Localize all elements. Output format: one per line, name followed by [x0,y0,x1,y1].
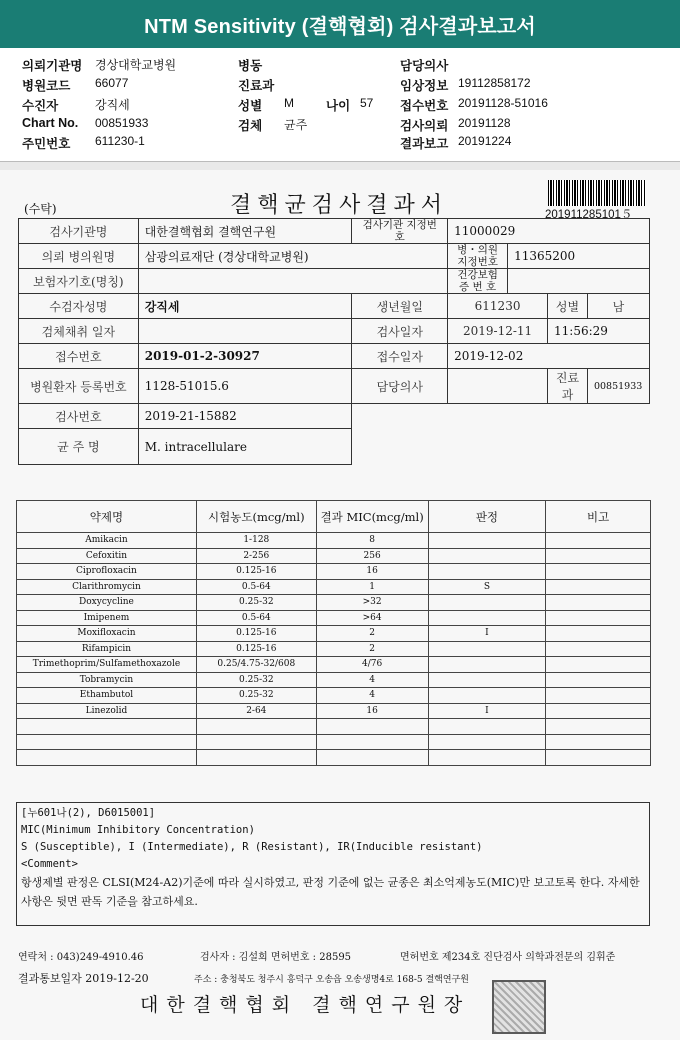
collect-label: 검체채취 일자 [19,319,139,344]
drug-row [17,734,651,750]
insured-value [138,269,447,294]
receipt-no-label: 접수번호 [400,99,449,113]
drug-mic-cell: 16 [316,564,428,580]
ward-label: 병동 [238,59,263,73]
reg-label: 병원환자 등록번호 [19,369,139,404]
hospital-name-value: 경상대학교병원 [95,58,177,72]
drug-note-cell [546,579,651,595]
receipt-date-value: 2019-12-02 [448,344,650,369]
drug-mic-cell: >32 [316,595,428,611]
test-date-value: 2019-12-11 [448,319,548,344]
test-date-label: 검사일자 [352,319,448,344]
doctor-doc-label: 담당의사 [352,369,448,404]
drug-judge-cell [428,595,546,611]
drug-note-cell [546,657,651,673]
birth-value: 611230 [448,294,548,319]
drug-note-cell [546,610,651,626]
remark-comment: 항생제별 판정은 CLSI(M24-A2)기준에 따라 실시하였고, 판정 기준에 없는 균종은 최소억제농도(MIC)만 보고토록 한다. 자세한 사항은 뒷면 판독 기준을 참고하세요. [21,876,640,908]
drug-drug-cell: Imipenem [17,610,197,626]
receipt-doc-label: 접수번호 [19,344,139,369]
drug-conc-cell: 0.25/4.75-32/608 [196,657,316,673]
drug-judge-cell: I [428,626,546,642]
chart-no-value: 00851933 [95,116,149,130]
drug-note-cell [546,564,651,580]
drug-conc-cell: 2-256 [196,548,316,564]
drug-conc-cell: 0.125-16 [196,626,316,642]
drug-conc-cell: 0.125-16 [196,641,316,657]
drug-note-cell [546,626,651,642]
drug-note-cell [546,750,651,766]
drug-conc-cell [196,734,316,750]
drug-row [17,564,651,580]
drug-conc-cell: 1-128 [196,533,316,549]
drug-drug-cell: Doxycycline [17,595,197,611]
mic-header: 결과 MIC(mcg/ml) [316,501,428,533]
footer-contact: 연락처 : 043)249-4910.46 [18,952,144,963]
patient-doc-label: 수검자성명 [19,294,139,319]
scanned-report [0,170,680,1040]
doctor-doc-value [448,369,548,404]
drug-mic-cell: 4/76 [316,657,428,673]
page-title: NTM Sensitivity (결핵협회) 검사결과보고서 [144,15,536,38]
age-value: 57 [360,96,374,110]
hospital-code-label: 병・의원 지정번호 [448,244,508,269]
drug-judge-cell [428,719,546,735]
request-date-label: 검사의뢰 [400,119,449,133]
drug-conc-cell: 0.25-32 [196,672,316,688]
dept-doc-value: 00851933 [587,369,649,404]
conc-header: 시험농도(mcg/ml) [196,501,316,533]
doc-title: 결핵균검사결과서 [230,193,449,218]
patient-info-grid [0,52,680,152]
chart-no-label: Chart No. [22,116,79,130]
drug-judge-cell [428,657,546,673]
drug-note-cell [546,688,651,704]
drug-row [17,657,651,673]
test-no-label: 검사번호 [19,404,139,429]
drug-judge-cell: S [428,579,546,595]
drug-note-cell [546,548,651,564]
drug-judge-cell: I [428,703,546,719]
barcode-icon [548,180,646,206]
remarks-box [16,802,650,926]
hospital-code-label: 병원코드 [22,79,71,93]
drug-drug-cell: Ethambutol [17,688,197,704]
drug-drug-cell: Clarithromycin [17,579,197,595]
blank-cell-2 [352,429,650,465]
footer-examiner: 검사자 : 김설희 면허번호 : 28595 [200,952,352,963]
footer-license: 면허번호 제234호 진단검사 의학과전문의 김휘준 [400,952,616,963]
dept-label: 진료과 [238,79,275,93]
drug-judge-cell [428,734,546,750]
drug-conc-cell: 0.5-64 [196,610,316,626]
drug-judge-cell [428,750,546,766]
drug-note-cell [546,672,651,688]
drug-mic-cell [316,750,428,766]
drug-conc-cell: 0.25-32 [196,688,316,704]
drug-row [17,750,651,766]
drug-conc-cell [196,719,316,735]
receipt-doc-value: 2019-01-2-30927 [138,344,352,369]
drug-conc-cell: 0.5-64 [196,579,316,595]
remark-comment-heading: <Comment> [21,858,78,870]
species-value: M. intracellulare [138,429,352,465]
drug-judge-cell [428,610,546,626]
specimen-value: 균주 [284,118,308,132]
drug-note-cell [546,719,651,735]
drug-drug-cell: Cefoxitin [17,548,197,564]
drug-note-cell [546,641,651,657]
sex-label: 성별 [238,99,263,113]
hospital-value: 삼광의료재단 (경상대학교병원) [138,244,447,269]
resident-no-label: 주민번호 [22,137,71,151]
drug-drug-cell [17,750,197,766]
official-seal-icon [492,980,546,1034]
receipt-date-label: 접수일자 [352,344,448,369]
sex-value: M [284,96,294,110]
remark-mic: MIC(Minimum Inhibitory Concentration) [21,824,255,836]
blank-cell [352,404,650,429]
patient-doc-value: 강직세 [138,294,352,319]
drug-row [17,719,651,735]
patient-label: 수진자 [22,99,59,113]
drug-mic-cell: 256 [316,548,428,564]
drug-conc-cell [196,750,316,766]
drug-row [17,703,651,719]
note-header: 비고 [546,501,651,533]
receipt-no-value: 20191128-51016 [458,96,548,110]
drug-note-cell [546,703,651,719]
birth-label: 생년월일 [352,294,448,319]
footer-address: 주소 : 충청북도 청주시 흥덕구 오송읍 오송생명4로 168-5 결핵연구원 [194,975,469,985]
drug-drug-cell: Linezolid [17,703,197,719]
drug-mic-cell [316,719,428,735]
report-info-table [18,218,650,465]
resident-no-value: 611230-1 [95,134,145,148]
drug-drug-cell [17,734,197,750]
hospital-code-value: 66077 [95,76,129,90]
drug-mic-cell: 4 [316,672,428,688]
drug-judge-cell [428,548,546,564]
drug-drug-cell: Trimethoprim/Sulfamethoxazole [17,657,197,673]
drug-row [17,626,651,642]
report-date-label: 결과보고 [400,137,449,151]
doctor-label: 담당의사 [400,59,449,73]
drug-row [17,579,651,595]
remark-code: [누601나(2), D6015001] [21,807,156,819]
dept-doc-label: 진료과 [548,369,588,404]
drug-judge-cell [428,688,546,704]
drug-drug-cell: Tobramycin [17,672,197,688]
lab-label: 검사기관명 [19,219,139,244]
drug-mic-cell: 16 [316,703,428,719]
drug-rows [17,533,651,766]
clinical-info-label: 임상정보 [400,79,449,93]
drug-judge-cell [428,641,546,657]
drug-conc-cell: 0.25-32 [196,595,316,611]
lab-value: 대한결핵협회 결핵연구원 [138,219,352,244]
barcode-number: 201911285101５ [545,209,633,221]
drug-drug-cell: Amikacin [17,533,197,549]
drug-table [16,500,651,766]
drug-mic-cell: 2 [316,626,428,642]
drug-mic-cell: >64 [316,610,428,626]
drug-judge-cell [428,672,546,688]
drug-mic-cell: 2 [316,641,428,657]
drug-row [17,533,651,549]
request-date-value: 20191128 [458,116,511,130]
drug-conc-cell: 2-64 [196,703,316,719]
sex-doc-label: 성별 [548,294,588,319]
drug-mic-cell [316,734,428,750]
drug-mic-cell: 1 [316,579,428,595]
drug-note-cell [546,595,651,611]
test-no-value: 2019-21-15882 [138,404,352,429]
title-bar [0,0,680,48]
drug-row [17,688,651,704]
test-time-value: 11:56:29 [548,319,650,344]
drug-header: 약제명 [17,501,197,533]
drug-judge-cell [428,564,546,580]
sex-doc-value: 남 [587,294,649,319]
drug-row [17,595,651,611]
doc-sub-label: (수탁) [24,202,57,216]
drug-conc-cell: 0.125-16 [196,564,316,580]
hospital-code-doc-value: 11365200 [508,244,650,269]
drug-drug-cell: Rifampicin [17,641,197,657]
health-label: 건강보험 증 번 호 [448,269,508,294]
patient-value: 강직세 [95,98,130,112]
drug-drug-cell: Moxifloxacin [17,626,197,642]
org-name: 대한결핵협회 결핵연구원장 [140,994,471,1016]
lab-code-label: 검사기관 지정번호 [352,219,448,244]
drug-row [17,672,651,688]
remark-legend: S (Susceptible), I (Intermediate), R (Resistant), IR(Inducible resistant) [21,841,483,853]
drug-note-cell [546,533,651,549]
hospital-label: 의뢰 병의원명 [19,244,139,269]
drug-judge-cell [428,533,546,549]
species-label: 균 주 명 [19,429,139,465]
drug-row [17,641,651,657]
drug-mic-cell: 8 [316,533,428,549]
drug-note-cell [546,734,651,750]
drug-row [17,548,651,564]
hospital-name-label: 의뢰기관명 [22,59,83,73]
drug-row [17,610,651,626]
clinical-info-value: 19112858172 [458,76,531,90]
health-value [508,269,650,294]
reg-value: 1128-51015.6 [138,369,352,404]
footer-notify: 결과통보일자 2019-12-20 [18,972,149,985]
lab-code-value: 11000029 [448,219,650,244]
collect-value [138,319,352,344]
judge-header: 판정 [428,501,546,533]
age-label: 나이 [326,99,351,113]
report-date-value: 20191224 [458,134,512,148]
drug-drug-cell: Ciprofloxacin [17,564,197,580]
specimen-label: 검체 [238,119,263,133]
insured-label: 보험자기호(명칭) [19,269,139,294]
drug-drug-cell [17,719,197,735]
drug-mic-cell: 4 [316,688,428,704]
